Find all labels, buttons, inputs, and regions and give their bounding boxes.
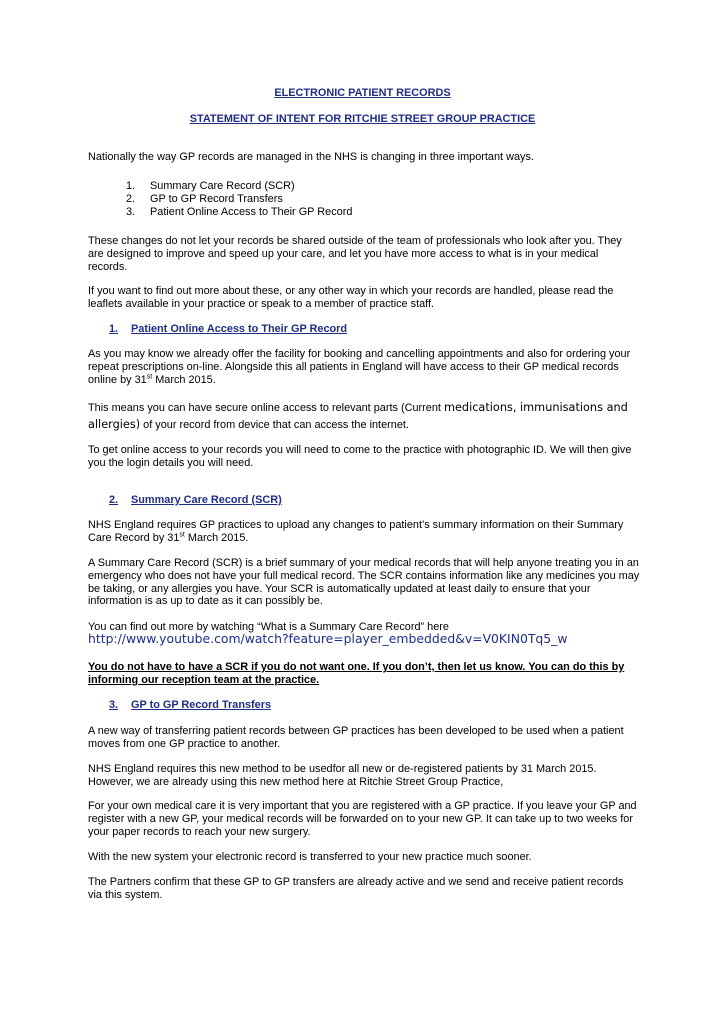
section3-heading: 3. GP to GP Record Transfers [109,699,272,711]
scr-video-link[interactable]: http://www.youtube.com/watch?feature=player_embedded&v=V0KIN0Tq5_w [88,631,568,646]
section1-paragraph2: This means you can have secure online access to relevant parts (Current medications, immunisations and allergies) of your record from device that can access the internet. [88,401,628,431]
document-title: ELECTRONIC PATIENT RECORDS [274,87,451,99]
list-item: 1. Summary Care Record (SCR) [126,180,295,192]
document-subtitle: STATEMENT OF INTENT FOR RITCHIE STREET GROUP PRACTICE [189,113,536,125]
list-item: 3. Patient Online Access to Their GP Record [126,205,353,218]
section3-paragraph4: With the new system your electronic record is transferred to your new practice much sooner. [88,851,532,863]
section3-paragraph3: For your own medical care it is very important that you are registered with a GP practice. If you leave your GP and register with a new GP, your medical records will be forwarded on to your new GP. It can take up to two weeks for your paper records to reach your new surgery. [88,800,637,838]
section2-paragraph3: You can find out more by watching “What is a Summary Care Record” here [88,621,449,633]
section2-paragraph2: A Summary Care Record (SCR) is a brief summary of your medical records that will help anyone treating you in an emergency who does not have your full medical record. The SCR contains information like any medicines you may be taking, or any allergies you have. Your SCR is automatically updated at least daily to ensure that your information is as up to date as it can possibly be. [88,557,640,608]
section1-paragraph1: As you may know we already offer the facility for booking and cancelling appointments and also for ordering your repeat prescriptions on-line. Alongside this all patients in England will have access to their GP medical records online by 31st March 2015. [88,348,631,386]
section3-paragraph1: A new way of transferring patient records between GP practices has been developed to be used when a patient moves from one GP practice to another. [88,725,624,750]
changes-paragraph: These changes do not let your records be shared outside of the team of professionals who look after you. They are designed to improve and speed up your care, and let you have more access to what is in your medical records. [88,235,622,273]
scr-video-link-wrapper [88,633,640,647]
section3-paragraph5: The Partners confirm that these GP to GP transfers are already active and we send and receive patient records via this system. [88,876,624,901]
section1-heading: 1. Patient Online Access to Their GP Record [109,323,348,335]
section3-paragraph2: NHS England requires this new method to be usedfor all new or de-registered patients by 31 March 2015. However, we are already using this new method here at Ritchie Street Group Practice, [88,763,597,788]
list-item: 2. GP to GP Record Transfers [126,192,283,205]
changes-list [126,180,352,218]
intro-paragraph: Nationally the way GP records are managed in the NHS is changing in three important ways. [88,151,534,163]
find-out-paragraph: If you want to find out more about these, or any other way in which your records are handled, please read the leaflets available in your practice or speak to a member of practice staff. [88,285,614,310]
section2-heading: 2. Summary Care Record (SCR) [109,494,282,506]
section2-paragraph1: NHS England requires GP practices to upload any changes to patient’s summary information on their Summary Care Record by 31st March 2015. [88,519,624,544]
scr-opt-out-notice: You do not have to have a SCR if you do not want one. If you don’t, then let us know. You can do this by informing our reception team at the practice. [88,661,625,686]
section1-paragraph3: To get online access to your records you will need to come to the practice with photographic ID. We will then give you the login details you will need. [88,444,632,469]
